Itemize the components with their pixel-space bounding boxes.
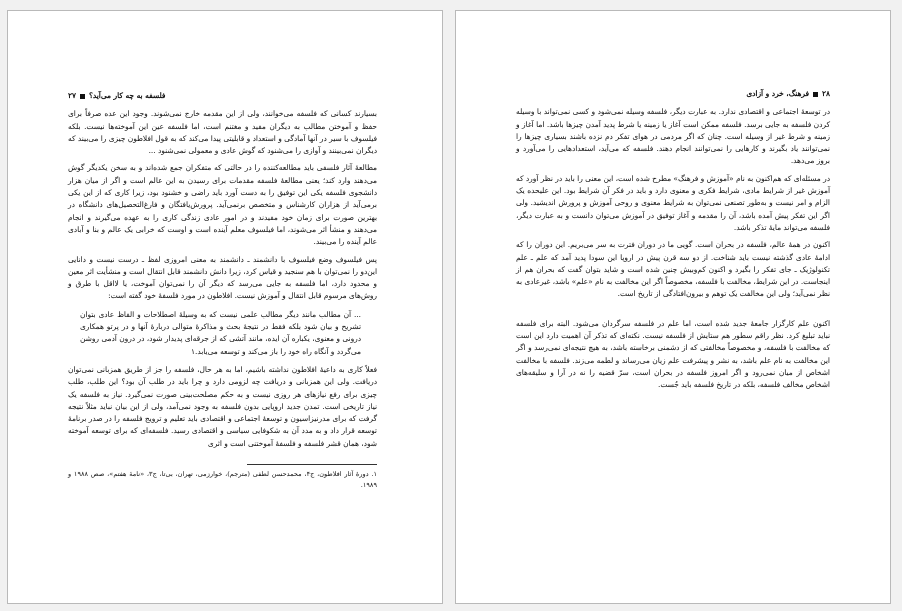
- running-head-square-icon: [80, 94, 85, 99]
- paragraph-gap: [516, 306, 830, 318]
- left-running-head: [68, 90, 377, 102]
- right-page-content: [516, 88, 830, 397]
- page-number: ۲۸: [822, 89, 830, 98]
- footnote: ۱. دورهٔ آثار افلاطون، ج۴، محمدحسن لطفی (مترجم)، خوارزمی، تهران، بی‌تا، ج۳، «نامهٔ هفتم»، صص ۱۹۸۸ و ۱۹۸۹.: [68, 470, 378, 490]
- left-page: [7, 10, 443, 604]
- running-head-title: فلسفه به چه کار می‌آید؟: [88, 91, 166, 100]
- running-head-square-icon: [813, 92, 818, 97]
- left-page-content: [68, 90, 377, 491]
- running-head-title: فرهنگ، خرد و آزادی: [746, 89, 810, 98]
- footnote-divider: [247, 464, 377, 465]
- page-number: ۲۷: [68, 91, 76, 100]
- paragraph: فعلاً کاری به داعیهٔ افلاطون نداشته باشیم، اما به هر حال، فلسفه را جز از طریق همزبانی نمی‌توان دریافت. ولی این همزبانی و دریافت چه لزومی دارد و چرا باید در طلب آن بود؟ این طلب، طلب چیزی برای رفع نیازهای هر روزی نیست و به حکم مصلحت‌بینی صورت نمی‌گیرد. نیاز به فلسفه یک نیاز تاریخی است. تمدن جدید اروپایی بدون فلسفه به وجود نمی‌آمد، ولی از این بیان نباید مثلاً نتیجه گرفت که برای مدرنیزاسیون و توسعهٔ اجتماعی و اقتصادی باید تعلیم و ترویج فلسفه را در صدر برنامهٔ توسعه قرار داد و به مدد آن به شکوفایی سیاسی و اقتصادی رسید. فلسفه‌ای که برای توسعه آموخته شود، همان قشر فلسفه و فلسفهٔ آموختنی است و اثری: [68, 364, 377, 448]
- paragraph: بسیارند کسانی که فلسفه می‌خوانند، ولی از این مقدمه خارج نمی‌شوند. وجود این عده صرفاً برای حفظ و آموختن مطالب به دیگران مفید و مغتنم است، اما فلسفه عین این آموخته‌ها نیست. بلکه فیلسوف با سیر در آنها آمادگی و استعداد و قابلیتی پیدا می‌کند که به قول افلاطون چیزی را می‌بیند که دیگران نمی‌بینند و آوازی را می‌شنود که گوش عادی و معمولی نمی‌شنود ...: [68, 109, 377, 156]
- right-page: [455, 10, 891, 604]
- paragraph: اکنون علم کارگزار جامعهٔ جدید شده است، اما علم در فلسفه سرگردان می‌شود. البته برای فلسفه نباید تبلیغ کرد. نظر راقم سطور هم ستایش از فلسفه نیست. نکته‌ای که تذکر آن اهمیت دارد این است که مخالفت با فلسفه، و مخصوصاً مخالفتی که از دشمنی برخاسته باشد، به هیچ نتیجه‌ای نمی‌رسد و اگر این مخالفت به نام علم باشد، به نشر و پیشرفت علم زیان می‌رساند و لطمه می‌زند. فلسفه با مخالفت اشخاص از میان نمی‌رود و اگر امروز فلسفه در بحران است، سرّ قضیه را نه در آرا و سلیقه‌های اشخاص مخالف فلسفه، بلکه در تاریخ فلسفه باید جُست.: [516, 318, 830, 390]
- paragraph: اکنون در همهٔ عالم، فلسفه در بحران است. گویی ما در دوران فترت به سر می‌بریم. این دوران را که ادامهٔ عادی گذشته نیست باید شناخت. از دو سه قرن پیش در اروپا این سودا پدید آمد که علم ـ علم تکنولوژیک ـ جای تفکر را بگیرد و اکنون کم‌وبیش چنین شده است و شاید بتوان گفت که بحران هم از اینجاست. در این شرایط، مخالفت با فلسفه، مخصوصاً اگر این مخالفت به نام «علم» باشد، غیرعادی به نظر نمی‌آید؛ ولی این مخالفت یک توهم و بیرون‌افتادگی از تاریخ است.: [516, 240, 830, 299]
- paragraph: مطالعهٔ آثار فلسفی باید مطالعه‌کننده را در حالتی که متفکران جمع شده‌اند و به سخن یکدیگر گوش می‌دهند وارد کند؛ یعنی مطالعهٔ فلسفه مقدمات برای رسیدن به این عالم است و اگر از میان هزار دانشجوی فلسفه یکی این توفیق را به دست آورد باید راضی و خشنود بود، زیرا کاری که از این یکی برمی‌آید از هزاران کارشناس و متخصص برنمی‌آید. پرورش‌یافتگان و فارغ‌التحصیل‌های دانشگاه در بهترین صورت برای زمان خود مفیدند و در امور عادی زندگی کاری را به عهده می‌گیرند و انجام می‌دهند و منشأ اثر می‌شوند، اما فیلسوف معلم آینده است و اوست که خرابی یک عالم و بنا و آبادی عالم آینده را می‌بیند.: [68, 163, 377, 247]
- paragraph: پس فیلسوف وضع فیلسوف با دانشمند ـ دانشمند به معنی امروزی لفظ ـ درست نیست و دانایی این‌دو را نمی‌توان با هم سنجید و قیاس کرد، زیرا دانش دانشمند قابل انتقال است و منشأیت اثر معین و محدود دارد، اما فلسفه به جایی می‌رسد که دیگر آن را نمی‌توان آموخت، یا لااقل با طرق و روش‌های مرسوم قابل انتقال و آموزش نیست. افلاطون در مورد فلسفهٔ خود گفته است:: [68, 254, 377, 301]
- block-quote: ... آن مطالب مانند دیگر مطالب علمی نیست که به وسیلهٔ اصطلاحات و الفاظ عادی بتوان تشریح و بیان شود بلکه فقط در نتیجهٔ بحث و مذاکرهٔ متوالی دربارهٔ آنها و در پرتو همکاری درونی و معنوی، یکباره آن ایده، مانند آتشی که از جرقه‌ای پدیدار شود، در درون آدمی روشن می‌گردد و آنگاه راه خود را باز می‌کند و توسعه می‌یابد.۱: [80, 309, 361, 356]
- right-running-head: [516, 88, 830, 100]
- paragraph: در توسعهٔ اجتماعی و اقتصادی ندارد. به عبارت دیگر، فلسفه وسیله نمی‌شود و کسی نمی‌تواند با وسیله کردن فلسفه به جایی برسد. فلسفه ممکن است آغاز یا زمینه یا شرط پدید آمدن چیزها باشد. اما آغاز و زمینه و شرط غیر از وسیله است. چنان که اگر مردمی در هوای تفکر دم نزده باشند بسیاری چیزها را نمی‌توانند یاد بگیرند و کارهایی را نمی‌توانند انجام دهند. فلسفه که می‌آید، استعدادهایی را می‌آورد و بروز می‌دهد.: [516, 107, 830, 166]
- paragraph: در مسئله‌ای که هم‌اکنون به نام «آموزش و فرهنگ» مطرح شده است، این معنی را باید در نظر آورد که آموزش غیر از شرایط مادی، شرایط فکری و معنوی دارد و باید در فکر آن شرایط بود. این علیحده یک الزام و امر نیست و به‌طور تصنعی نمی‌توان به شرایط معنوی و روحی آموزش و پرورش اندیشید. ولی اگر این تفکر پیش آمده باشد، آن را مقدمه و آغاز توفیق در آموزش می‌توان دانست و به عبارت دیگر، فلسفه می‌تواند مایهٔ تذکر باشد.: [516, 173, 830, 232]
